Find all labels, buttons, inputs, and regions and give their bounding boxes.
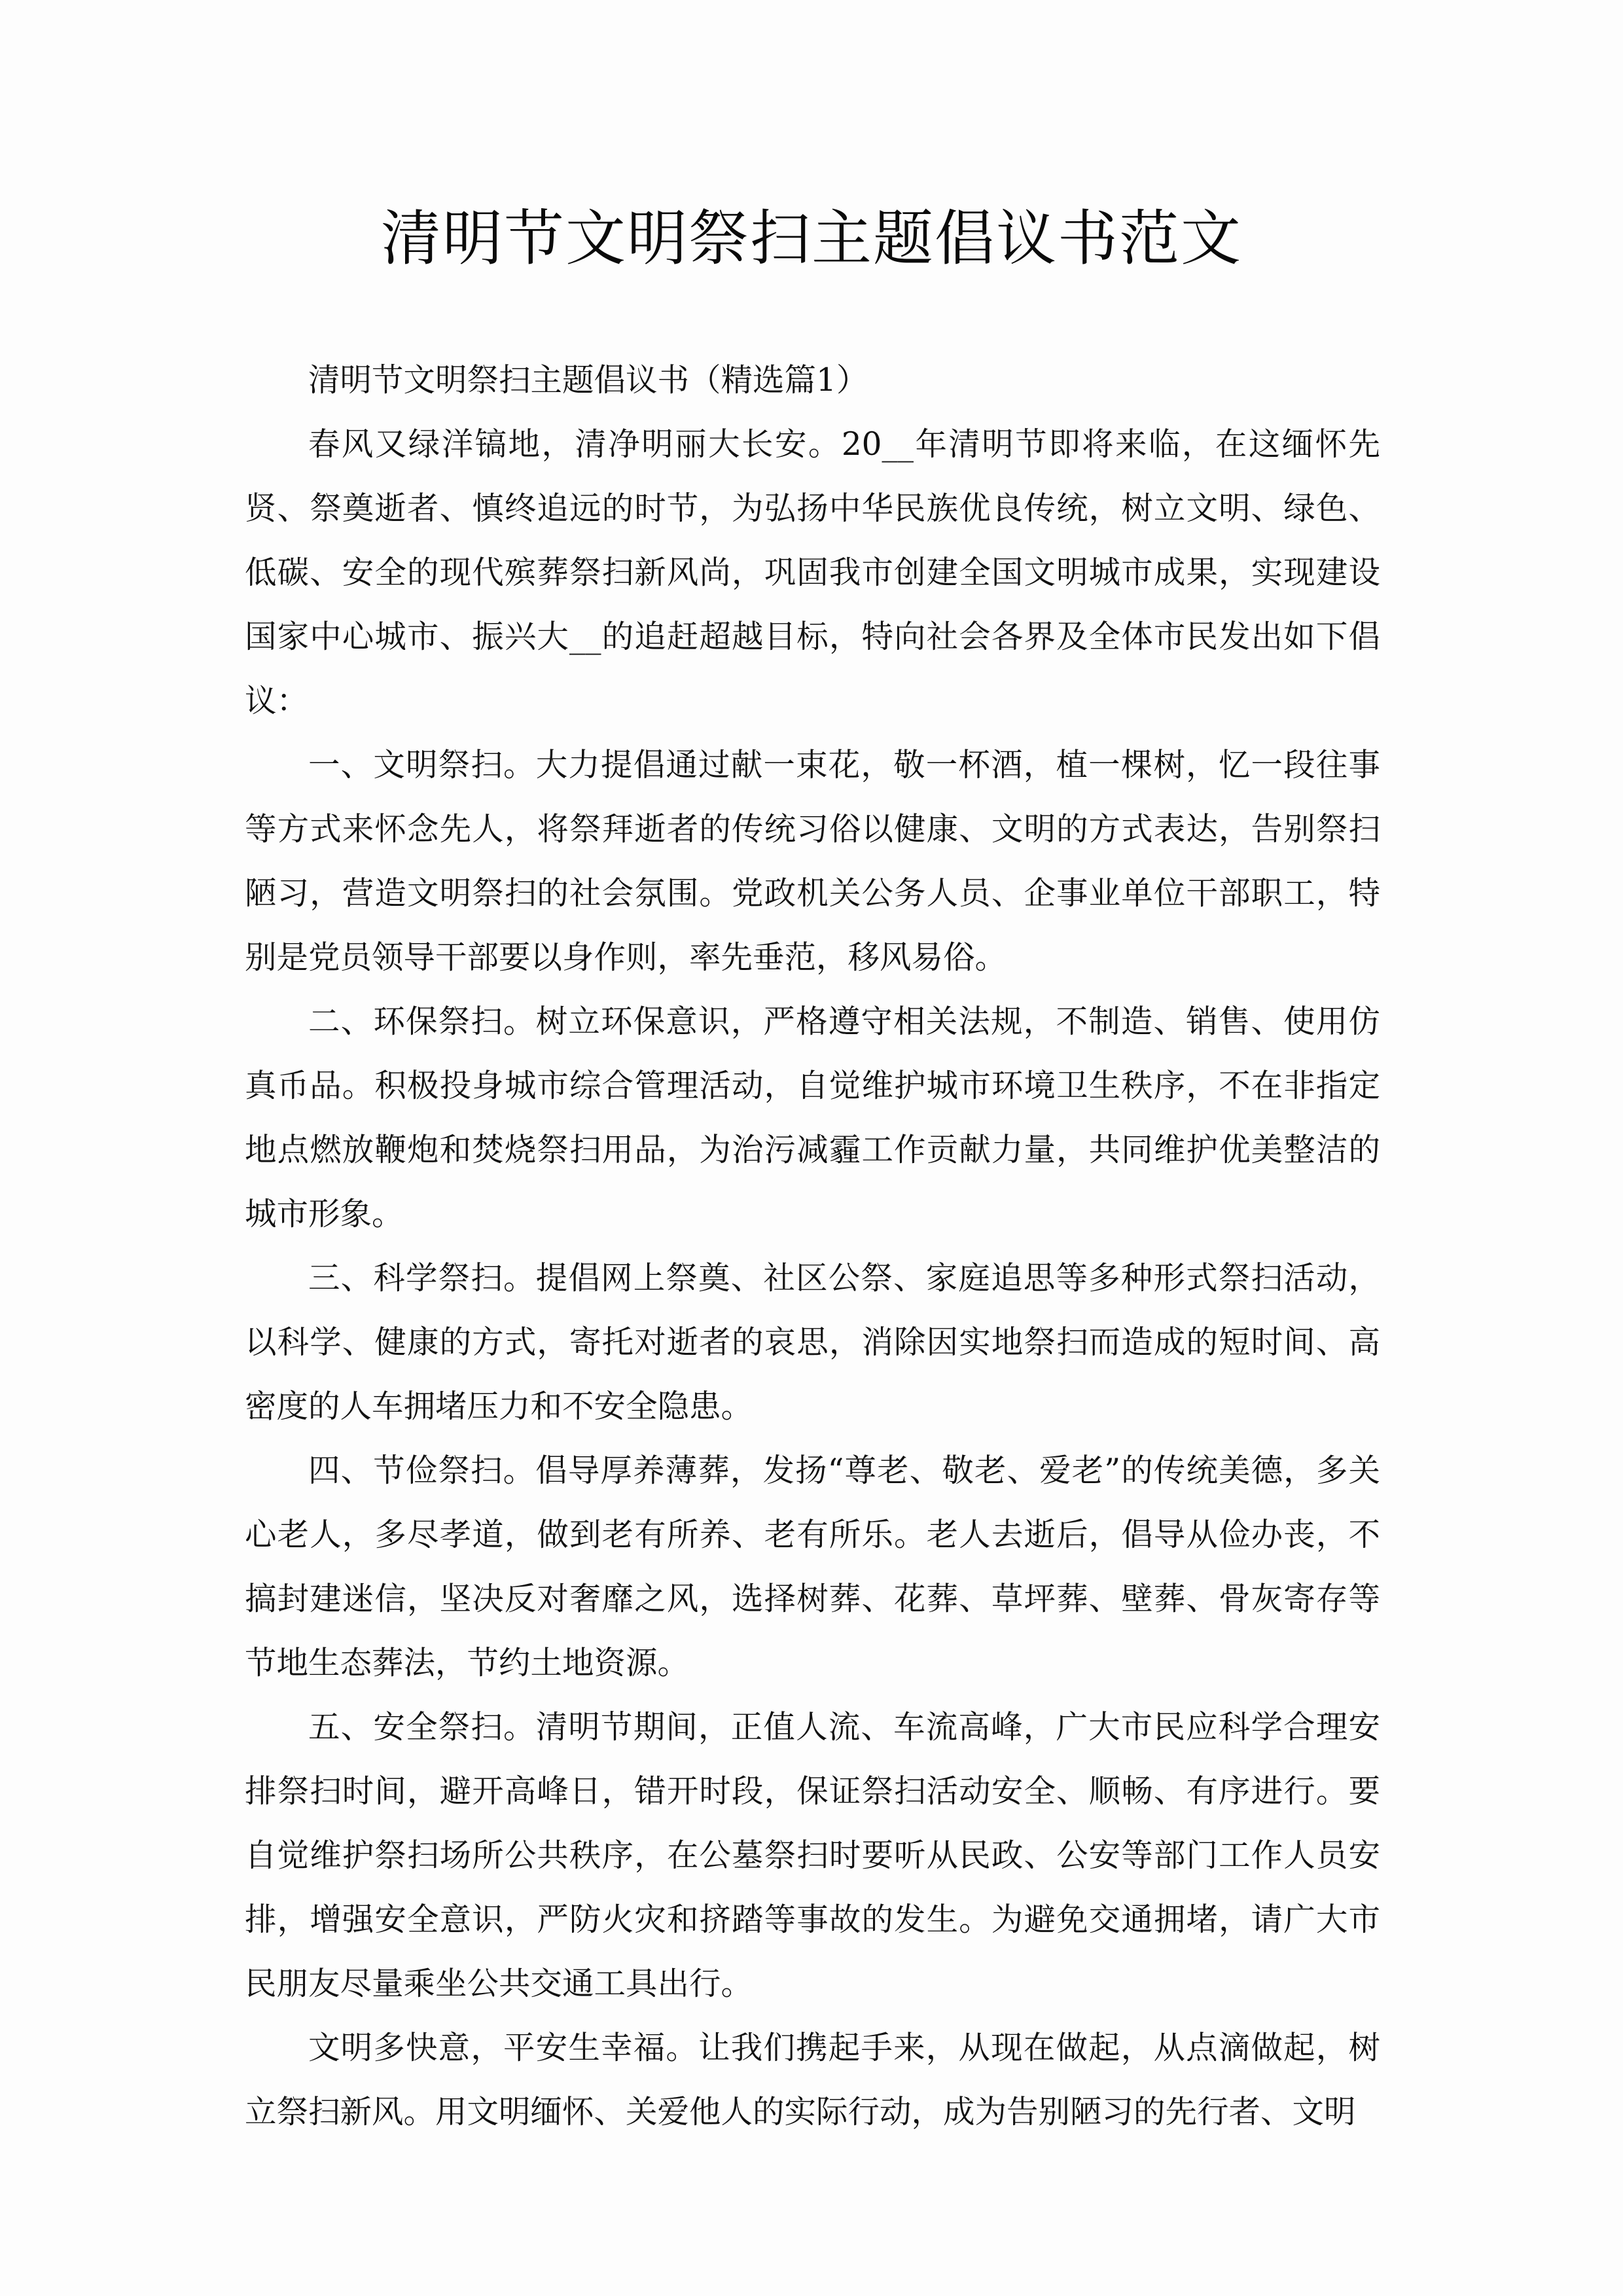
paragraph-civilized-sweeping: 一、文明祭扫。大力提倡通过献一束花，敬一杯酒，植一棵树，忆一段往事等方式来怀念先人，将祭拜逝者的传统习俗以健康、文明的方式表达，告别祭扫陋习，营造文明祭扫的社会氛围。党政机关公务人员、企事业单位干部职工，特别是党员领导干部要以身作则，率先垂范，移风易俗。 <box>245 747 1380 976</box>
paragraph-closing: 文明多快意，平安生幸福。让我们携起手来，从现在做起，从点滴做起，树立祭扫新风。用文明缅怀、关爱他人的实际行动，成为告别陋习的先行者、文明 <box>245 2030 1380 2130</box>
document-title: 清明节文明祭扫主题倡议书范文 <box>380 204 1242 274</box>
paragraph-safe-sweeping: 五、安全祭扫。清明节期间，正值人流、车流高峰，广大市民应科学合理安排祭扫时间，避开高峰日，错开时段，保证祭扫活动安全、顺畅、有序进行。要自觉维护祭扫场所公共秩序，在公墓祭扫时要听从民政、公安等部门工作人员安排，增强安全意识，严防火灾和挤踏等事故的发生。为避免交通拥堵，请广大市民朋友尽量乘坐公共交通工具出行。 <box>245 1709 1380 2002</box>
paragraph-intro: 春风又绿洋镐地，清净明丽大长安。20__年清明节即将来临，在这缅怀先贤、祭奠逝者、慎终追远的时节，为弘扬中华民族优良传统，树立文明、绿色、低碳、安全的现代殡葬祭扫新风尚，巩固我市创建全国文明城市成果，实现建设国家中心城市、振兴大__的追赶超越目标，特向社会各界及全体市民发出如下倡议： <box>245 426 1380 719</box>
section-heading: 清明节文明祭扫主题倡议书（精选篇1） <box>308 362 868 399</box>
paragraph-frugal-sweeping: 四、节俭祭扫。倡导厚养薄葬，发扬“尊老、敬老、爱老”的传统美德，多关心老人，多尽孝道，做到老有所养、老有所乐。老人去逝后，倡导从俭办丧，不搞封建迷信，坚决反对奢靡之风，选择树葬、花葬、草坪葬、壁葬、骨灰寄存等节地生态葬法，节约土地资源。 <box>245 1452 1380 1681</box>
paragraph-eco-sweeping: 二、环保祭扫。树立环保意识，严格遵守相关法规，不制造、销售、使用仿真币品。积极投身城市综合管理活动，自觉维护城市环境卫生秩序，不在非指定地点燃放鞭炮和焚烧祭扫用品，为治污减霾工作贡献力量，共同维护优美整洁的城市形象。 <box>245 1003 1380 1232</box>
document-body <box>245 348 1380 2144</box>
paragraph-scientific-sweeping: 三、科学祭扫。提倡网上祭奠、社区公祭、家庭追思等多种形式祭扫活动，以科学、健康的方式，寄托对逝者的哀思，消除因实地祭扫而造成的短时间、高密度的人车拥堵压力和不安全隐患。 <box>245 1260 1380 1425</box>
